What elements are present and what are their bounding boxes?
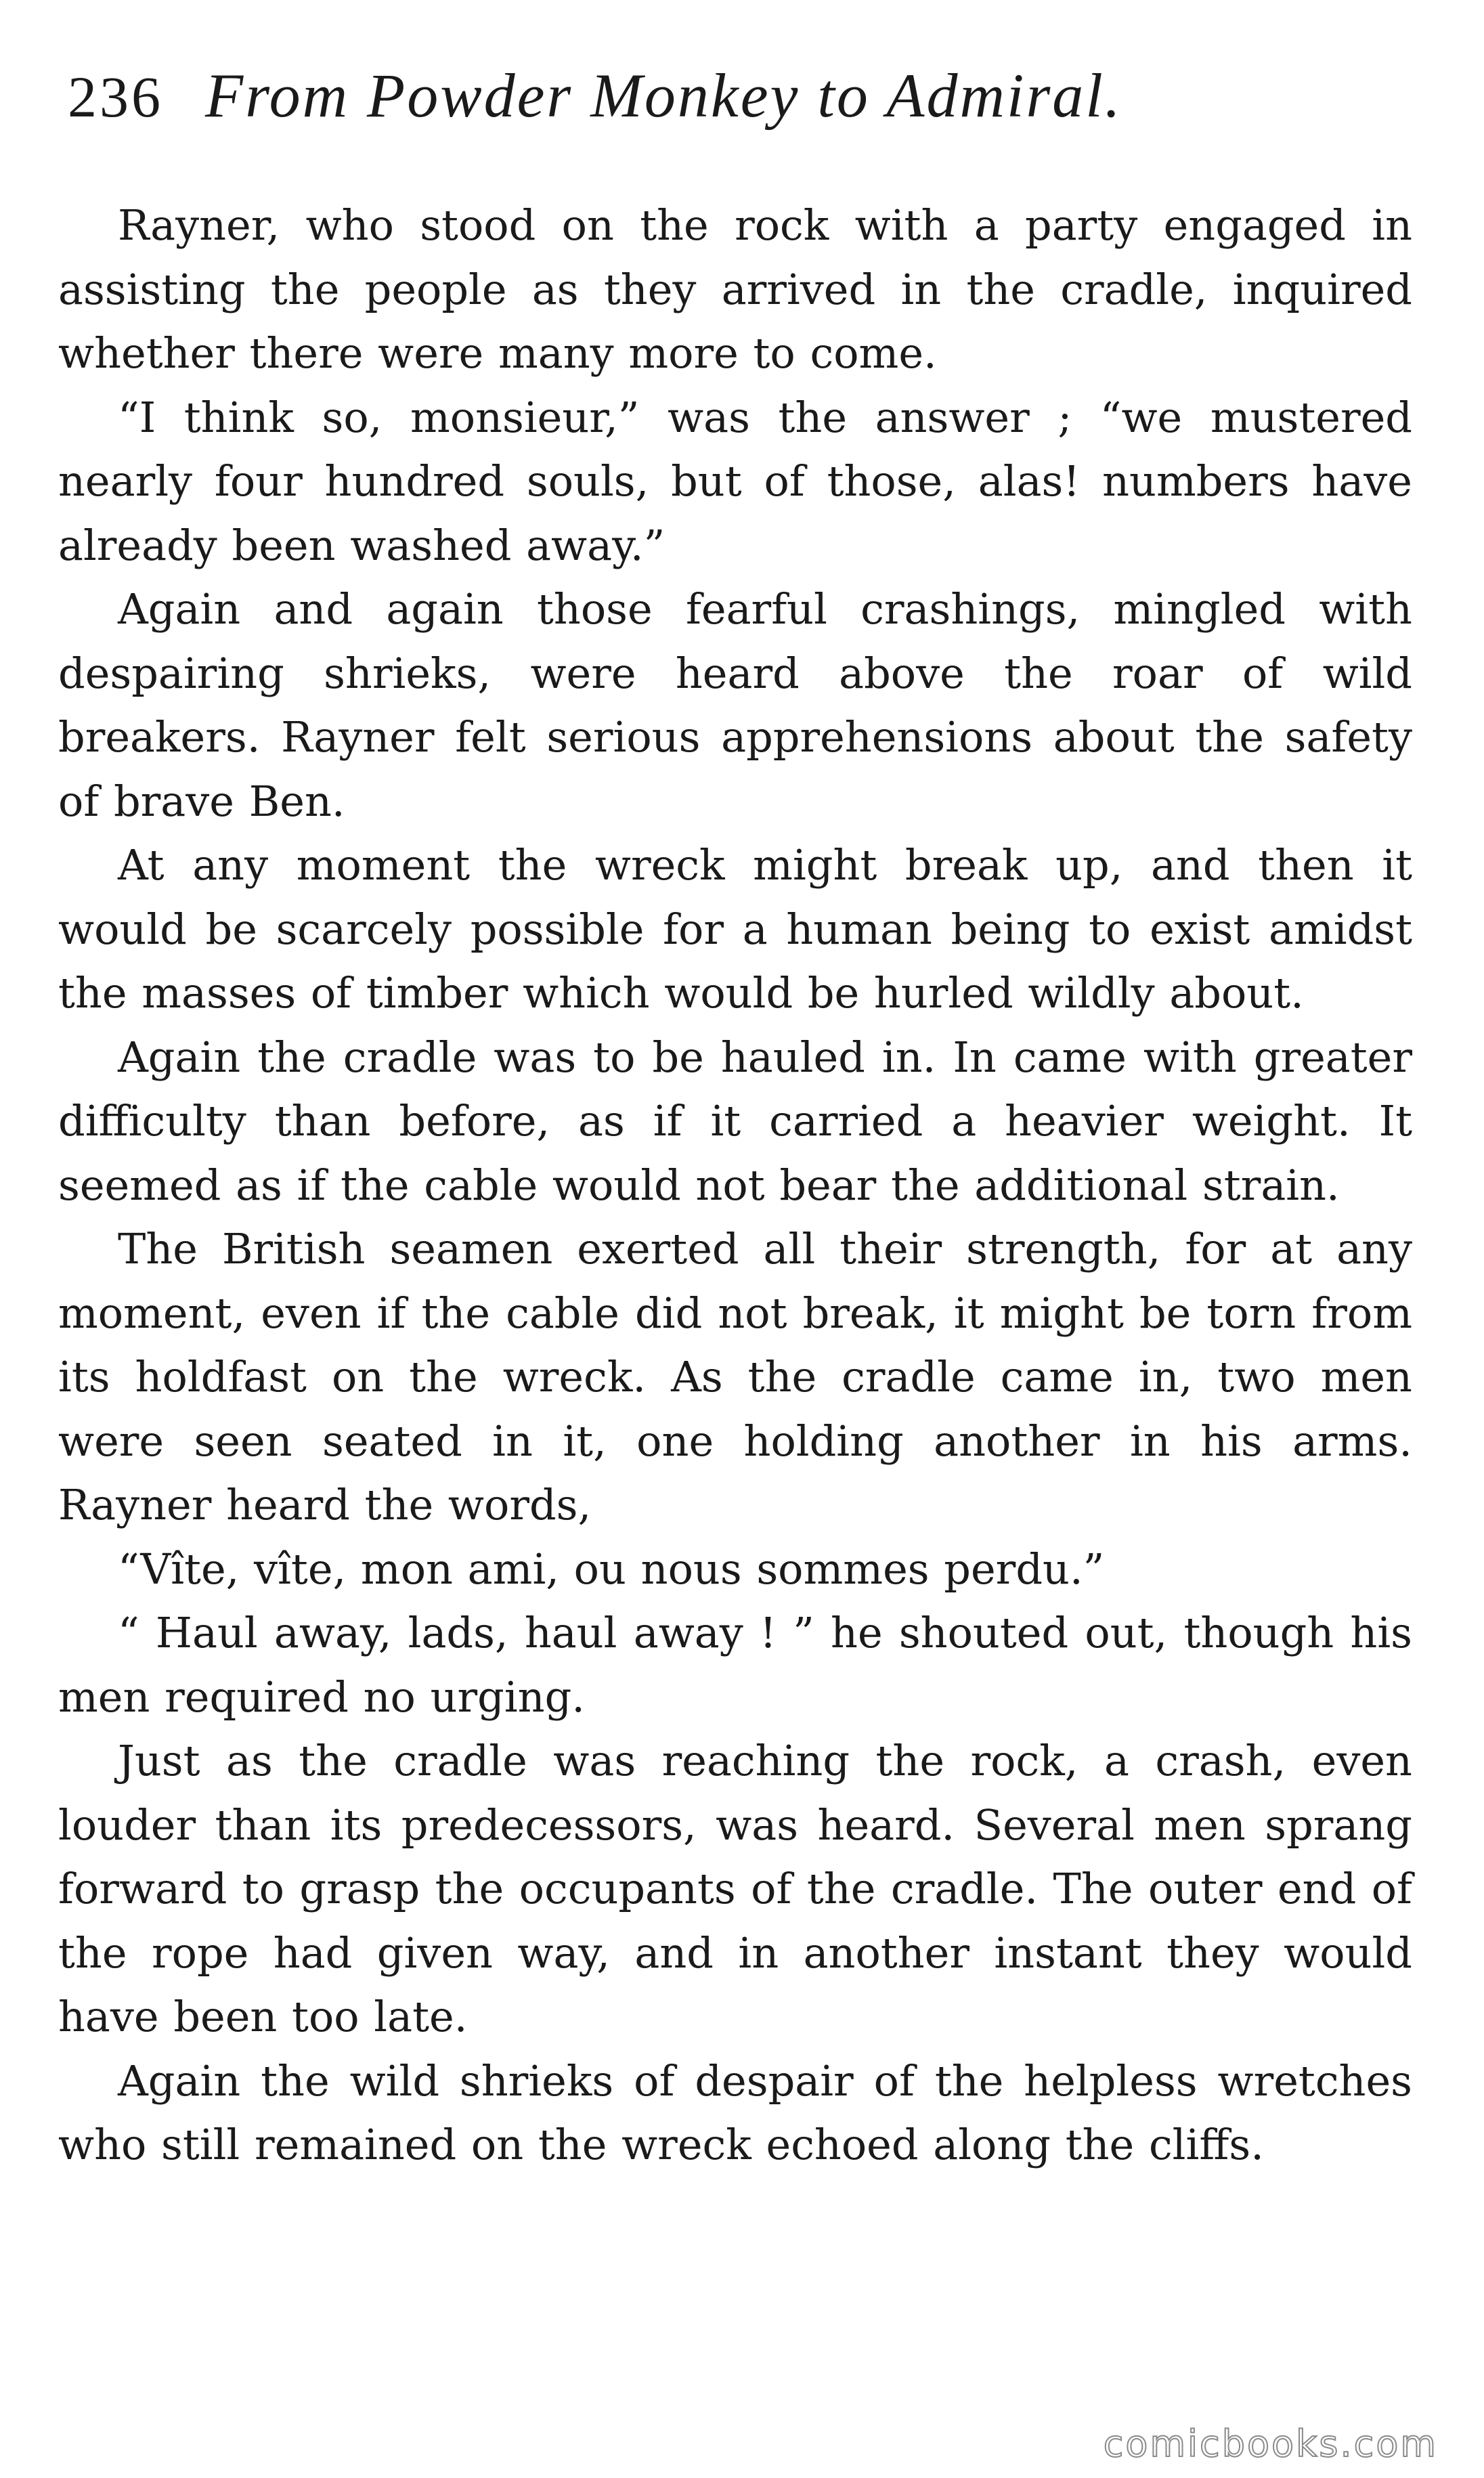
paragraph-cradle-reaching-rock: Just as the cradle was reaching the rock, a crash, even louder than its predecessors, was heard. Several men sprang forward to grasp the occupants of the cradle. The outer end of the rope had given way, and in another instant they would have been too late. [58, 1736, 1412, 2041]
paragraph-vite-vite: “Vîte, vîte, mon ami, ou nous sommes perdu.” [118, 1544, 1105, 1594]
page-number: 236 [68, 64, 163, 129]
paragraph-fearful-crashings: Again and again those fearful crashings, mingled with despairing shrieks, were heard above the roar of wild breakers. Rayner felt serious apprehensions about the safety of brave Ben. [58, 584, 1412, 826]
watermark: comicbooks.com [1103, 2422, 1438, 2465]
paragraph-monsieur-answer: “I think so, monsieur,” was the answer ; “we mustered nearly four hundred souls, but of those, alas! numbers have already been washed away.” [58, 392, 1412, 570]
paragraph-british-seamen: The British seamen exerted all their strength, for at any moment, even if the cable did not break, it might be torn from its holdfast on the wreck. As the cradle came in, two men were seen seated in it, one holding another in his arms. Rayner heard the words, [58, 1224, 1412, 1529]
paragraph-wreck-break-up: At any moment the wreck might break up, and then it would be scarcely possible for a human being to exist amidst the masses of timber which would be hurled wildly about. [58, 840, 1412, 1018]
running-head [68, 60, 1422, 141]
body-text [58, 194, 1412, 2177]
running-title: From Powder Monkey to Admiral. [205, 61, 1122, 130]
paragraph-haul-away: “ Haul away, lads, haul away ! ” he shouted out, though his men required no urging. [58, 1608, 1412, 1722]
paragraph-cradle-hauled: Again the cradle was to be hauled in. In came with greater difficulty than before, as if it carried a heavier weight. It seemed as if the cable would not bear the additional strain. [58, 1032, 1412, 1210]
paragraph-wild-shrieks: Again the wild shrieks of despair of the helpless wretches who still remained on the wreck echoed along the cliffs. [58, 2056, 1412, 2169]
paragraph-rayner-inquires: Rayner, who stood on the rock with a party engaged in assisting the people as they arrived in the cradle, inquired whether there were many more to come. [58, 200, 1412, 378]
